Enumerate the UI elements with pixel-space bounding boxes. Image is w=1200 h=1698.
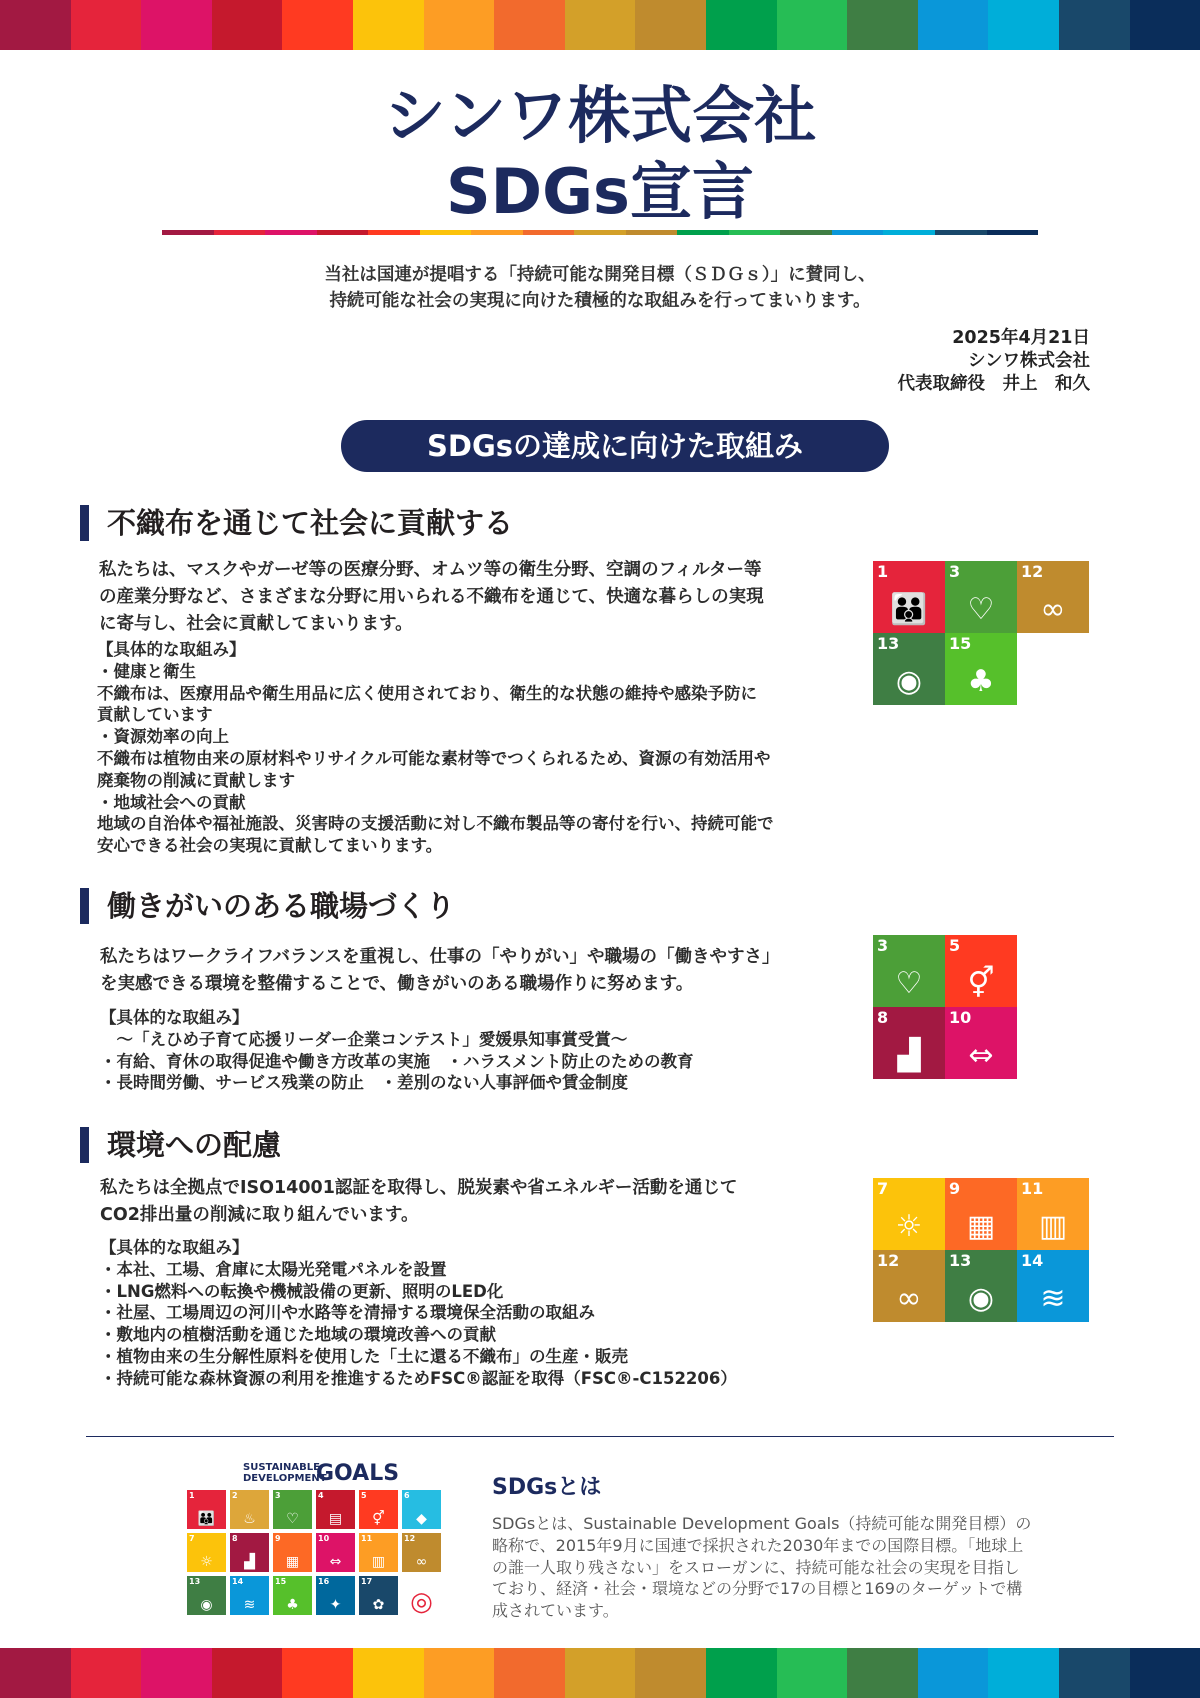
sdgs-logo-wordmark — [243, 1462, 327, 1484]
list-item: ・本社、工場、倉庫に太陽光発電パネルを設置 — [100, 1259, 447, 1279]
list-item: ～「えひめ子育て応援リーダー企業コンテスト」愛媛県知事賞受賞～ — [100, 1029, 628, 1049]
equality-icon: ⇔ — [968, 1038, 994, 1073]
section-heading-environment: 環境への配慮 — [80, 1127, 281, 1163]
sdg-goal-number: 12 — [404, 1534, 416, 1543]
stripe-segment — [71, 0, 142, 50]
sdg-goal-11-tile — [1017, 1178, 1089, 1250]
list-item: 【具体的な取組み】 — [100, 1008, 249, 1027]
lead-line: 私たちは全拠点でISO14001認証を取得し、脱炭素や省エネルギー活動を通じて — [100, 1178, 738, 1198]
stripe-segment — [1130, 1648, 1200, 1698]
intro-line: 持続可能な社会の実現に向けた積極的な取組みを行ってまいります。 — [329, 291, 871, 311]
stripe-segment — [918, 1648, 989, 1698]
goal-icon: ▤ — [328, 1511, 343, 1527]
sdg-goal-15-tile — [945, 633, 1017, 705]
bottom-color-stripe — [0, 1648, 1200, 1698]
sdg-icons-environment — [873, 1178, 1089, 1322]
stripe-segment — [635, 1648, 706, 1698]
sdg-goal-number: 10 — [318, 1534, 330, 1543]
stripe-segment — [1059, 1648, 1130, 1698]
about-sdgs-heading: SDGsとは — [492, 1475, 602, 1500]
sdg-goal-3-tile — [873, 935, 945, 1007]
stripe-segment — [353, 1648, 424, 1698]
stripe-segment — [282, 0, 353, 50]
stripe-segment — [212, 1648, 283, 1698]
stripe-segment — [847, 1648, 918, 1698]
sdg-goal-number: 16 — [318, 1577, 330, 1586]
sdg-goal-12-tile — [873, 1250, 945, 1322]
stripe-segment — [141, 0, 212, 50]
people-icon: 👪 — [890, 592, 928, 627]
sdg-goal-5-tile — [945, 935, 1017, 1007]
sdg-goal-number: 1 — [189, 1491, 195, 1500]
eye-globe-icon: ◉ — [895, 664, 923, 699]
stripe-segment — [777, 1648, 848, 1698]
stripe-segment — [424, 0, 495, 50]
sdg-goal-13-tile — [873, 633, 945, 705]
stripe-segment — [729, 230, 781, 235]
lead-line: CO2排出量の削減に取り組んでいます。 — [100, 1205, 419, 1225]
goal-icon: ✿ — [372, 1597, 385, 1613]
stripe-segment — [420, 230, 472, 235]
list-item: ・植物由来の生分解性原料を使用した「土に還る不織布」の生産・販売 — [100, 1346, 628, 1366]
list-item: 不織布は、医療用品や衛生用品に広く使用されており、衛生的な状態の維持や感染予防に — [97, 683, 757, 703]
sdg-goal-10-tile — [316, 1533, 355, 1572]
city-icon: ▥ — [1038, 1209, 1068, 1244]
stripe-segment — [353, 0, 424, 50]
sdg-goal-number: 10 — [949, 1008, 972, 1027]
sdg-goal-number: 9 — [949, 1179, 961, 1198]
sdg-goal-5-tile — [359, 1490, 398, 1529]
sdg-goal-number: 14 — [232, 1577, 244, 1586]
stripe-segment — [565, 1648, 636, 1698]
sdg-goal-3-tile — [273, 1490, 312, 1529]
sdg-goal-number: 4 — [318, 1491, 324, 1500]
stripe-segment — [635, 0, 706, 50]
stripe-segment — [780, 230, 832, 235]
stripe-segment — [918, 0, 989, 50]
lead-line: 私たちは、マスクやガーゼ等の医療分野、オムツ等の衛生分野、空調のフィルター等 — [99, 560, 762, 580]
list-item: ・地域社会への貢献 — [97, 792, 246, 812]
list-item: ・持続可能な森林資源の利用を推進するためFSC®認証を取得（FSC®-C152206） — [100, 1368, 737, 1388]
stripe-segment — [1059, 0, 1130, 50]
stripe-segment — [494, 1648, 565, 1698]
sdg-goal-6-tile — [402, 1490, 441, 1529]
cubes-icon: ▦ — [966, 1209, 996, 1244]
lead-line: の産業分野など、さまざまな分野に用いられる不織布を通じて、快適な暮らしの実現 — [99, 587, 764, 607]
goal-icon: ▥ — [371, 1554, 386, 1570]
goal-icon: ▟ — [244, 1554, 255, 1570]
list-item: 不織布は植物由来の原材料やリサイクル可能な素材等でつくられるため、資源の有効活用や — [97, 748, 771, 768]
heartbeat-icon: ♡ — [967, 592, 995, 627]
sdg-goal-number: 7 — [189, 1534, 195, 1543]
goal-icon: ∞ — [415, 1554, 428, 1570]
list-item: 地域の自治体や福祉施設、災害時の支援活動に対し不織布製品等の寄付を行い、持続可能で — [97, 814, 774, 834]
sdg-goal-number: 13 — [189, 1577, 201, 1586]
stripe-segment — [988, 1648, 1059, 1698]
stripe-segment — [565, 0, 636, 50]
goal-icon: ✦ — [329, 1597, 342, 1613]
stripe-segment — [777, 0, 848, 50]
stripe-segment — [317, 230, 369, 235]
list-item: 廃棄物の削減に貢献します — [97, 770, 295, 790]
lead-line: を実感できる環境を整備することで、働きがいのある職場作りに努めます。 — [100, 974, 694, 994]
sdg-goal-number: 15 — [275, 1577, 287, 1586]
stripe-segment — [677, 230, 729, 235]
sdg-goal-11-tile — [359, 1533, 398, 1572]
stripe-segment — [883, 230, 935, 235]
stripe-segment — [494, 0, 565, 50]
sdg-goal-number: 3 — [275, 1491, 281, 1500]
sdg-goal-10-tile — [945, 1007, 1017, 1079]
sdg-icons-nonwoven — [873, 561, 1089, 705]
stripe-segment — [424, 1648, 495, 1698]
section-list-nonwoven — [97, 639, 774, 857]
sdg-goal-number: 3 — [949, 562, 961, 581]
sdg-goal-number: 9 — [275, 1534, 281, 1543]
sdg-goal-14-tile — [230, 1576, 269, 1615]
initiatives-banner: SDGsの達成に向けた取組み — [341, 420, 889, 472]
sdg-goal-17-tile — [359, 1576, 398, 1615]
sdg-goal-number: 6 — [404, 1491, 410, 1500]
goal-icon: ♨ — [243, 1511, 256, 1527]
signature-representative: 代表取締役 井上 和久 — [897, 374, 1090, 394]
sdg-goal-12-tile — [402, 1533, 441, 1572]
stripe-segment — [0, 1648, 71, 1698]
stripe-segment — [706, 1648, 777, 1698]
sdg-goal-number: 5 — [361, 1491, 367, 1500]
list-item: ・社屋、工場周辺の河川や水路等を清掃する環境保全活動の取組み — [100, 1303, 595, 1323]
sdg-goal-4-tile — [316, 1490, 355, 1529]
stripe-segment — [832, 230, 884, 235]
section-list-environment — [100, 1237, 737, 1390]
list-item: ・LNG燃料への転換や機械設備の更新、照明のLED化 — [100, 1281, 504, 1301]
about-sdgs-body: SDGsとは、Sustainable Development Goals（持続可能な開発目標）の略称で、2015年9月に国連で採択された2030年までの国際目標。「地球上の誰一人取り残さない」をスローガンに、持続可能な社会の実現を目指しており、経済・社会・環境などの分野で17の目標と169のターゲットで構成されています。 — [492, 1514, 1032, 1621]
goal-icon: ⚥ — [372, 1511, 385, 1527]
goal-icon: ▦ — [285, 1554, 300, 1570]
goal-icon: ♡ — [286, 1511, 299, 1527]
title-company: シンワ株式会社 — [383, 79, 817, 152]
sdg-goal-number: 3 — [877, 936, 889, 955]
list-item: 【具体的な取組み】 — [97, 640, 246, 659]
section-lead-environment — [100, 1175, 737, 1229]
eye-globe-icon: ◉ — [967, 1281, 995, 1316]
lead-line: に寄与し、社会に貢献してまいります。 — [99, 614, 413, 634]
sdg-goal-number: 8 — [232, 1534, 238, 1543]
heartbeat-icon: ♡ — [895, 966, 923, 1001]
goal-icon: ☼ — [200, 1554, 213, 1570]
sdg-goal-7-tile — [187, 1533, 226, 1572]
sdg-goal-2-tile — [230, 1490, 269, 1529]
sdgs-logo-goals: GOALS — [316, 1461, 400, 1486]
sdg-goal-number: 15 — [949, 634, 972, 653]
sdg-goal-number: 12 — [1021, 562, 1044, 581]
top-color-stripe — [0, 0, 1200, 50]
stripe-segment — [935, 230, 987, 235]
footer-divider — [86, 1436, 1114, 1437]
sdg-goal-14-tile — [1017, 1250, 1089, 1322]
sdg-goal-number: 12 — [877, 1251, 900, 1270]
goal-icon: ≋ — [243, 1597, 256, 1613]
section-heading-nonwoven: 不織布を通じて社会に貢献する — [80, 505, 513, 541]
sdg-goal-number: 7 — [877, 1179, 889, 1198]
list-item: ・資源効率の向上 — [97, 727, 229, 747]
list-item: ・健康と衛生 — [97, 661, 196, 681]
fish-icon: ≋ — [1040, 1281, 1066, 1316]
sdg-goal-number: 8 — [877, 1008, 889, 1027]
sdg-goal-13-tile — [187, 1576, 226, 1615]
stripe-segment — [988, 0, 1059, 50]
stripe-segment — [0, 0, 71, 50]
stripe-segment — [212, 0, 283, 50]
list-item: 【具体的な取組み】 — [100, 1238, 249, 1257]
stripe-segment — [471, 230, 523, 235]
sdg-goal-number: 11 — [1021, 1179, 1044, 1198]
sdg-goal-3-tile — [945, 561, 1017, 633]
gender-icon: ⚥ — [967, 966, 995, 1001]
sdg-goal-16-tile — [316, 1576, 355, 1615]
sdg-goal-number: 2 — [232, 1491, 238, 1500]
intro-statement — [0, 262, 1200, 314]
list-item: 安心できる社会の実現に貢献してまいります。 — [97, 836, 443, 856]
sdg-goal-number: 13 — [949, 1251, 972, 1270]
sdg-goal-number: 5 — [949, 936, 961, 955]
signature-company: シンワ株式会社 — [967, 351, 1090, 371]
sdg-goal-number: 13 — [877, 634, 900, 653]
stripe-segment — [706, 0, 777, 50]
stripe-segment — [847, 0, 918, 50]
logo-line: DEVELOPMENT — [243, 1473, 327, 1484]
infinity-icon: ∞ — [1040, 592, 1066, 627]
infinity-icon: ∞ — [896, 1281, 922, 1316]
page-title — [0, 78, 1200, 230]
sdg-goal-12-tile — [1017, 561, 1089, 633]
goal-icon: ◎ — [410, 1587, 433, 1615]
list-item: ・長時間労働、サービス残業の防止 ・差別のない人事評価や賃金制度 — [100, 1073, 628, 1093]
declaration-date: 2025年4月21日 — [952, 328, 1090, 348]
sdg-goal-13-tile — [945, 1250, 1017, 1322]
stripe-segment — [523, 230, 575, 235]
title-declaration: SDGs宣言 — [446, 155, 754, 228]
stripe-segment — [282, 1648, 353, 1698]
lead-line: 私たちはワークライフバランスを重視し、仕事の「やりがい」や職場の「働きやすさ」 — [100, 947, 780, 967]
sdg-goal-8-tile — [873, 1007, 945, 1079]
sun-icon: ☼ — [895, 1209, 923, 1244]
section-lead-nonwoven — [99, 557, 764, 638]
goal-icon: ⇔ — [329, 1554, 342, 1570]
sdg-goal-15-tile — [273, 1576, 312, 1615]
sdg-goal-7-tile — [873, 1178, 945, 1250]
sdg-goal-1-tile — [187, 1490, 226, 1529]
sdg-goal-9-tile — [945, 1178, 1017, 1250]
sdg-goal-1-tile — [873, 561, 945, 633]
stripe-segment — [987, 230, 1039, 235]
stripe-segment — [141, 1648, 212, 1698]
logo-line: SUSTAINABLE — [243, 1462, 320, 1473]
sdg-goal-number: 1 — [877, 562, 889, 581]
signature-block — [898, 327, 1091, 396]
sdgs-wheel-icon — [402, 1576, 441, 1615]
intro-line: 当社は国連が提唱する「持続可能な開発目標（ＳＤＧｓ）」に賛同し、 — [324, 265, 876, 285]
stripe-segment — [574, 230, 626, 235]
stripe-segment — [1130, 0, 1200, 50]
section-heading-workplace: 働きがいのある職場づくり — [80, 888, 455, 924]
goal-icon: ◆ — [416, 1511, 427, 1527]
stripe-segment — [368, 230, 420, 235]
list-item: 貢献しています — [97, 705, 213, 725]
list-item: ・敷地内の植樹活動を通じた地域の環境改善への貢献 — [100, 1325, 496, 1345]
sdg-goal-number: 14 — [1021, 1251, 1044, 1270]
sdg-goal-number: 11 — [361, 1534, 373, 1543]
list-item: ・有給、育休の取得促進や働き方改革の実施 ・ハラスメント防止のための教育 — [100, 1051, 694, 1071]
sdg-goal-9-tile — [273, 1533, 312, 1572]
section-lead-workplace — [100, 944, 780, 998]
sdg-goal-8-tile — [230, 1533, 269, 1572]
stripe-segment — [162, 230, 214, 235]
sdg-icons-workplace — [873, 935, 1017, 1079]
sdgs-all-goals-grid — [187, 1490, 441, 1615]
goal-icon: ♣ — [286, 1597, 299, 1613]
stripe-segment — [214, 230, 266, 235]
tree-icon: ♣ — [967, 664, 995, 699]
stripe-segment — [626, 230, 678, 235]
goal-icon: 👪 — [197, 1511, 216, 1527]
sdg-goal-number: 17 — [361, 1577, 373, 1586]
growth-chart-icon: ▟ — [897, 1038, 921, 1073]
title-underline — [162, 230, 1038, 235]
stripe-segment — [265, 230, 317, 235]
stripe-segment — [71, 1648, 142, 1698]
goal-icon: ◉ — [200, 1597, 213, 1613]
section-list-workplace — [100, 1007, 694, 1094]
